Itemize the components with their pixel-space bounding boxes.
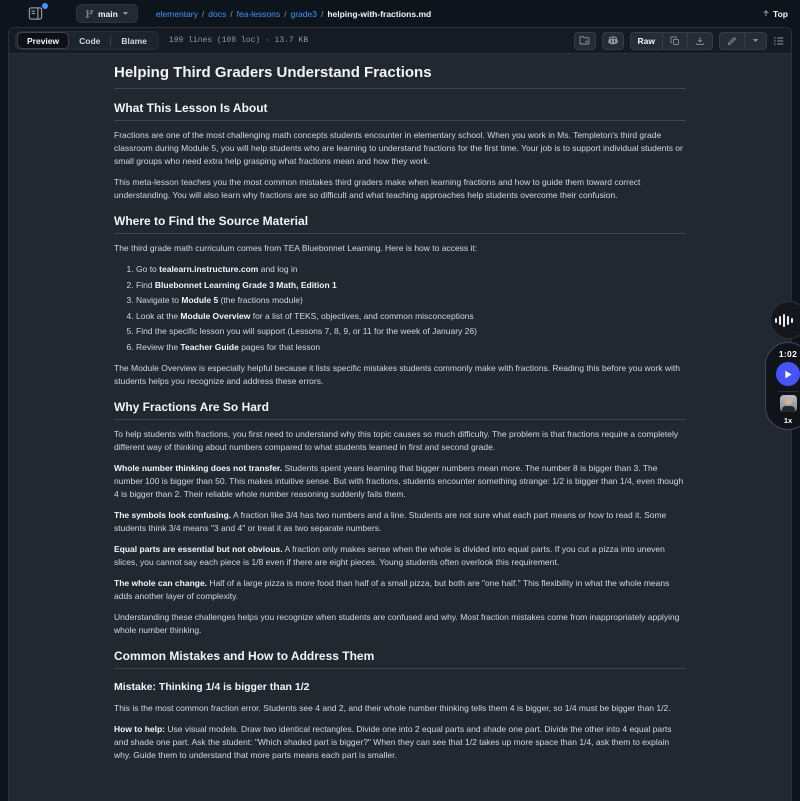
scroll-to-top-link[interactable] <box>762 9 788 19</box>
side-panel-toggle-button[interactable] <box>28 5 45 22</box>
list-item: 3. Navigate to Module 5 (the fractions module) <box>136 294 686 307</box>
paragraph: The whole can change. Half of a large pizza is more food than half of a small pizza, but both are "one half." This flexibility in what the whole means adds another layer of complexity. <box>114 577 670 601</box>
view-tabs <box>15 31 159 50</box>
markdown-body <box>114 54 686 762</box>
open-folder-button[interactable] <box>574 32 596 50</box>
copilot-button[interactable] <box>602 32 624 50</box>
arrow-up-icon <box>762 9 770 18</box>
file-content-area <box>9 54 791 801</box>
breadcrumb-link-grade3[interactable]: grade3 <box>290 8 317 19</box>
tab-code[interactable]: Code <box>69 32 110 49</box>
paragraph: Equal parts are essential but not obvious. A fraction only makes sense when the whole is divided into equal parts. If you cut a pizza into uneven slices, you cannot say each piece is 1/8 even if there are eight pieces. Young students often overlook this requirement. <box>114 543 665 567</box>
paragraph: The Module Overview is especially helpful because it lists specific mistakes students commonly make with fractions. Reading this before you work with students helps you recognize and address these errors. <box>114 362 680 386</box>
list-item: 2. Find Bluebonnet Learning Grade 3 Math, Edition 1 <box>136 279 686 292</box>
list-item: 4. Look at the Module Overview for a list of TEKS, objectives, and common misconceptions <box>136 310 686 323</box>
tab-blame[interactable]: Blame <box>111 32 157 49</box>
breadcrumb-link-docs[interactable]: docs <box>208 8 227 19</box>
paragraph: The symbols look confusing. A fraction like 3/4 has two numbers and a line. Students are not sure what each part means or how to read it. Some students think 3/4 means "3 and 4" or treat it as two separate numbers. <box>114 509 667 533</box>
playback-speed[interactable]: 1x <box>783 416 793 425</box>
paragraph: How to help: Use visual models. Draw two identical rectangles. Divide one into 2 equal parts and shade one part. Divide the other into 4 equal parts and shade one part. Ask the student: "Which shaded part is bigger?" When they can see that 1/2 takes up more space than 1/4, ask them to explain why. Guide them to understand that more parts means each part is smaller. <box>114 723 672 760</box>
audio-waveform-button[interactable] <box>770 301 800 339</box>
paragraph: Understanding these challenges helps you recognize when students are confused and why. Most fraction mistakes come from inappropriately applying whole number thinking. <box>114 611 680 635</box>
breadcrumb-separator: / <box>284 8 287 19</box>
top-link-label: Top <box>773 8 788 19</box>
outline-icon <box>773 35 785 47</box>
list-item: 6. Review the Teacher Guide pages for that lesson <box>136 341 686 354</box>
heading-h2: What This Lesson Is About <box>114 101 686 121</box>
heading-h2: Where to Find the Source Material <box>114 214 686 234</box>
list-item: 5. Find the specific lesson you will support (Lessons 7, 8, 9, or 11 for the week of January 26) <box>136 325 686 338</box>
paragraph: This meta-lesson teaches you the most common mistakes third graders make when learning fractions and how to guide them toward correct understanding. You will also learn why fractions are so difficult and what teaching approaches help students overcome their confusion. <box>114 177 641 200</box>
copilot-icon <box>607 35 619 46</box>
side-panel-icon <box>28 6 43 21</box>
download-icon <box>695 36 705 46</box>
paragraph: Whole number thinking does not transfer. Students spent years learning that bigger numbers mean more. The number 8 is bigger than 3. The number 100 is bigger than 50. This makes intuitive sense. But with fractions, students encounter something strange: 1/2 is bigger than 1/4, even though 4 is bigger than 2. Their reliable whole number reasoning suddenly fails them. <box>114 462 684 499</box>
file-toolbar <box>9 28 791 54</box>
edit-pencil-icon <box>727 36 737 46</box>
notification-dot <box>42 3 48 9</box>
play-icon <box>784 370 793 379</box>
recorder-divider <box>778 391 798 392</box>
file-view-card <box>8 27 792 801</box>
file-header-bar <box>0 0 800 27</box>
download-button[interactable] <box>687 33 712 49</box>
heading-h2: Why Fractions Are So Hard <box>114 400 686 420</box>
raw-copy-download-group <box>630 32 713 50</box>
breadcrumb-link-fea-lessons[interactable]: fea-lessons <box>236 8 281 19</box>
breadcrumb-filename: helping-with-fractions.md <box>327 8 432 19</box>
waveform-icon <box>775 314 793 327</box>
breadcrumb-separator: / <box>320 8 324 19</box>
webcam-thumbnail[interactable] <box>780 395 797 412</box>
recorder-widget <box>765 342 800 430</box>
play-button[interactable] <box>776 362 800 386</box>
caret-down-icon <box>752 38 759 43</box>
paragraph: To help students with fractions, you first need to understand why this topic causes so much difficulty. The problem is that fractions require a completely different way of thinking about numbers compared to what students learned in first and second grade. <box>114 428 679 452</box>
heading-h2: Common Mistakes and How to Address Them <box>114 649 686 669</box>
edit-group <box>719 32 767 50</box>
list-item: 1. Go to tealearn.instructure.com and log in <box>136 263 686 276</box>
branch-selector-button[interactable] <box>76 4 138 23</box>
caret-down-icon <box>122 11 129 16</box>
copy-icon <box>670 36 680 46</box>
outline-button[interactable] <box>773 35 785 47</box>
paragraph: The third grade math curriculum comes from TEA Bluebonnet Learning. Here is how to access it: <box>114 243 478 253</box>
webcam-face <box>785 398 792 405</box>
breadcrumb <box>156 9 431 19</box>
raw-button[interactable]: Raw <box>631 33 662 49</box>
copy-raw-button[interactable] <box>662 33 687 49</box>
open-folder-icon <box>579 35 590 46</box>
recording-timer: 1:02 <box>778 349 798 359</box>
git-branch-icon <box>85 9 94 19</box>
file-info: 199 lines (108 loc) · 13.7 KB <box>168 36 309 45</box>
ordered-list <box>114 263 686 354</box>
paragraph: This is the most common fraction error. Students see 4 and 2, and their whole number thinking tells them 4 is bigger, so 1/4 must be bigger than 1/2. <box>114 702 671 713</box>
heading-h3: Mistake: Thinking 1/4 is bigger than 1/2 <box>114 680 310 693</box>
tab-preview[interactable]: Preview <box>17 32 69 49</box>
breadcrumb-link-elementary[interactable]: elementary <box>155 8 198 19</box>
toolbar-actions <box>574 32 785 50</box>
paragraph: Fractions are one of the most challenging math concepts students encounter in elementary school. When you work in Ms. Templeton's third grade classroom during Module 5, you will help students who are learning to understand fractions for the first time. Your job is to support individual students or small groups who need extra help grasping what fractions mean and how they work. <box>114 130 683 166</box>
webcam-torso <box>782 406 795 412</box>
breadcrumb-separator: / <box>230 8 233 19</box>
edit-file-button[interactable] <box>720 33 744 49</box>
branch-label: main <box>98 8 118 19</box>
breadcrumb-separator: / <box>201 8 205 19</box>
heading-h1: Helping Third Graders Understand Fractions <box>114 63 686 89</box>
edit-options-button[interactable] <box>744 33 766 49</box>
